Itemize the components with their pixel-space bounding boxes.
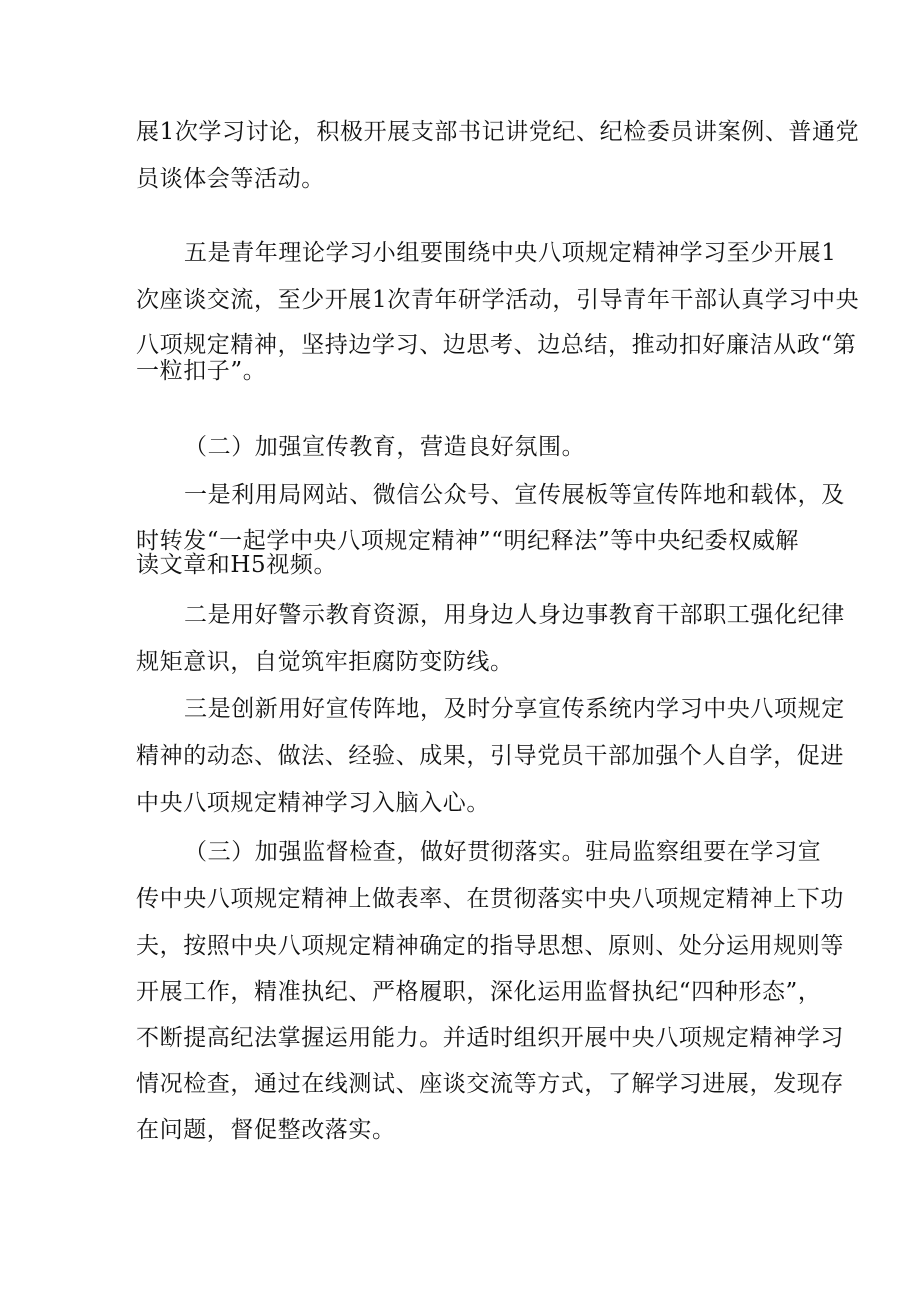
text-line: 传中央八项规定精神上做表率、在贯彻落实中央八项规定精神上下功 <box>136 886 844 912</box>
text-line: 在问题，督促整改落实。 <box>136 1117 396 1143</box>
text-line: 一粒扣子”。 <box>136 358 267 384</box>
text-line: 次座谈交流，至少开展1次青年研学活动，引导青年干部认真学习中央 <box>136 287 860 313</box>
text-line: 不断提高纪法掌握运用能力。并适时组织开展中央八项规定精神学习 <box>136 1025 844 1051</box>
text-line: 八项规定精神，坚持边学习、边思考、边总结，推动扣好廉洁从政“第 <box>136 332 857 358</box>
text-line: 一是利用局网站、微信公众号、宣传展板等宣传阵地和载体，及 <box>184 482 845 508</box>
text-line: 五是青年理论学习小组要围绕中央八项规定精神学习至少开展1 <box>184 240 837 266</box>
section-heading: （三）加强监督检查，做好贯彻落实。驻局监察组要在学习宣 <box>184 839 822 865</box>
text-line: 精神的动态、做法、经验、成果，引导党员干部加强个人自学，促进 <box>136 743 844 769</box>
text-line: 时转发“一起学中央八项规定精神”“明纪释法”等中央纪委权威解 <box>136 528 800 554</box>
text-line: 二是用好警示教育资源，用身边人身边事教育干部职工强化纪律 <box>184 602 845 628</box>
text-line: 夫，按照中央八项规定精神确定的指导思想、原则、处分运用规则等 <box>136 933 844 959</box>
text-line: 三是创新用好宣传阵地，及时分享宣传系统内学习中央八项规定 <box>184 696 845 722</box>
text-line: 读文章和H5视频。 <box>136 552 338 578</box>
section-heading: （二）加强宣传教育，营造良好氛围。 <box>184 434 586 460</box>
text-line: 中央八项规定精神学习入脑入心。 <box>136 790 490 816</box>
text-line: 情况检查，通过在线测试、座谈交流等方式，了解学习进展，发现存 <box>136 1071 844 1097</box>
text-line: 规矩意识，自觉筑牢拒腐防变防线。 <box>136 649 514 675</box>
text-line: 开展工作，精准执纪、严格履职，深化运用监督执纪“四种形态”， <box>136 979 822 1005</box>
text-line: 员谈体会等活动。 <box>136 166 325 192</box>
text-line: 展1次学习讨论，积极开展支部书记讲党纪、纪检委员讲案例、普通党 <box>136 119 860 145</box>
